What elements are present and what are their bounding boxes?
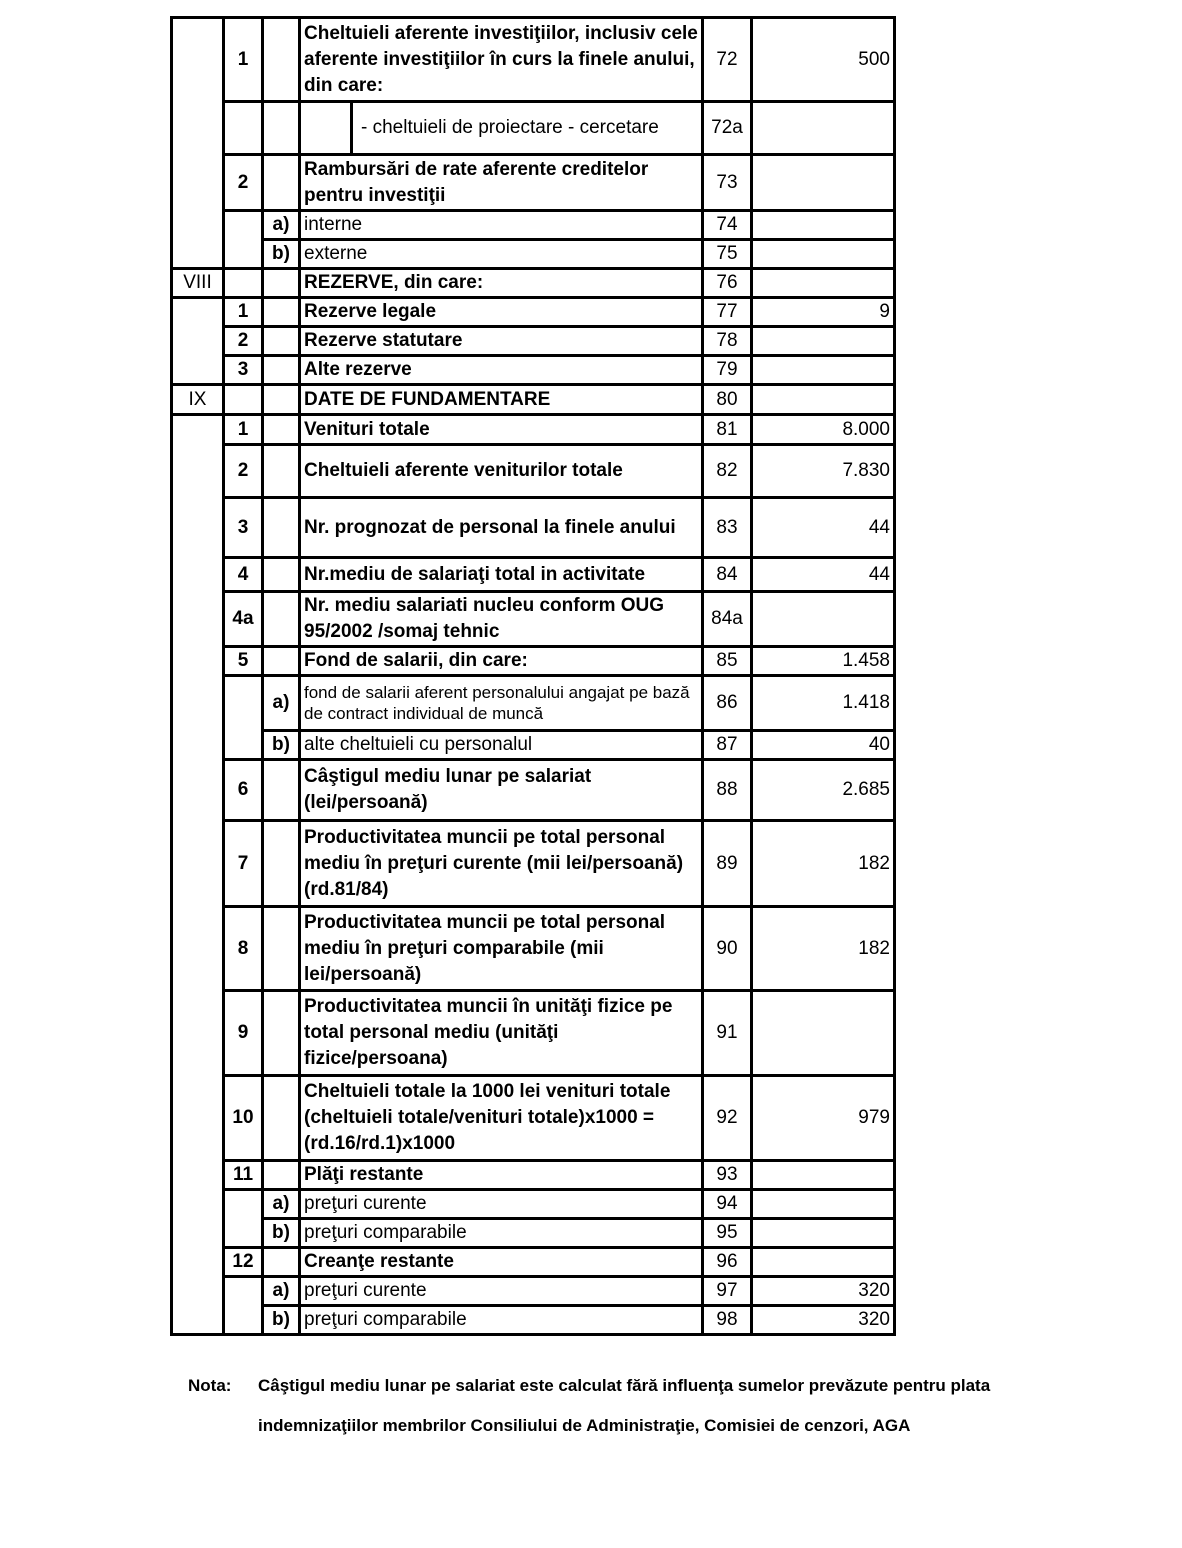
item-number-cell: 1 [224, 298, 263, 327]
description-cell: Nr. prognozat de personal la finele anului [300, 498, 703, 558]
item-number-cell: 4 [224, 558, 263, 592]
value-cell [752, 356, 895, 385]
sub-item-cell [263, 327, 300, 356]
row-code-cell: 79 [703, 356, 752, 385]
description-cell: REZERVE, din care: [300, 269, 703, 298]
sub-item-cell: b) [263, 240, 300, 269]
sub-item-cell [263, 445, 300, 498]
item-number-cell [224, 1190, 263, 1248]
table-row [172, 1277, 895, 1306]
description-cell: interne [300, 211, 703, 240]
sub-item-cell [263, 1161, 300, 1190]
row-code-cell: 83 [703, 498, 752, 558]
value-cell: 320 [752, 1306, 895, 1335]
table-row [172, 298, 895, 327]
sub-item-cell: b) [263, 731, 300, 760]
value-cell [752, 592, 895, 647]
sub-item-cell [263, 102, 300, 155]
item-number-cell: 2 [224, 155, 263, 211]
section-roman-cell: IX [172, 385, 224, 415]
item-number-cell: 11 [224, 1161, 263, 1190]
table-row [172, 907, 895, 991]
row-code-cell: 92 [703, 1076, 752, 1161]
description-text: - cheltuieli de proiectare - cercetare [361, 117, 659, 138]
description-cell: Venituri totale [300, 415, 703, 445]
section-roman-cell [172, 415, 224, 1335]
item-number-cell: 9 [224, 991, 263, 1076]
value-cell: 500 [752, 18, 895, 102]
note-line-2: indemnizaţiilor membrilor Consiliului de Administraţie, Comisiei de cenzori, AGA [258, 1416, 911, 1435]
table-row [172, 211, 895, 240]
note-line-1: Câştigul mediu lunar pe salariat este calculat fără influenţa sumelor prevăzute pentru plata [258, 1376, 991, 1395]
value-cell: 1.418 [752, 676, 895, 731]
value-cell [752, 327, 895, 356]
sub-item-cell [263, 415, 300, 445]
item-number-cell: 12 [224, 1248, 263, 1277]
table-row [172, 385, 895, 415]
table-row [172, 991, 895, 1076]
description-cell: preţuri curente [300, 1190, 703, 1219]
row-code-cell: 95 [703, 1219, 752, 1248]
row-code-cell: 72a [703, 102, 752, 155]
item-number-cell [224, 385, 263, 415]
table-row [172, 102, 895, 155]
value-cell: 7.830 [752, 445, 895, 498]
row-code-cell: 81 [703, 415, 752, 445]
row-code-cell: 86 [703, 676, 752, 731]
item-number-cell [224, 211, 263, 269]
description-cell: Cheltuieli aferente veniturilor totale [300, 445, 703, 498]
table-row [172, 240, 895, 269]
table-row [172, 647, 895, 676]
table-row [172, 155, 895, 211]
row-code-cell: 77 [703, 298, 752, 327]
table-row [172, 269, 895, 298]
value-cell: 8.000 [752, 415, 895, 445]
value-cell: 40 [752, 731, 895, 760]
description-cell: preţuri curente [300, 1277, 703, 1306]
row-code-cell: 85 [703, 647, 752, 676]
value-cell: 320 [752, 1277, 895, 1306]
sub-item-cell: b) [263, 1219, 300, 1248]
row-code-cell: 72 [703, 18, 752, 102]
row-code-cell: 73 [703, 155, 752, 211]
note-label: Nota: [188, 1376, 232, 1395]
table-row [172, 676, 895, 731]
sub-item-cell [263, 1076, 300, 1161]
row-code-cell: 97 [703, 1277, 752, 1306]
row-code-cell: 87 [703, 731, 752, 760]
sub-item-cell [263, 356, 300, 385]
value-cell: 2.685 [752, 760, 895, 821]
description-cell: Productivitatea muncii pe total personal mediu în preţuri curente (mii lei/persoană)(rd.81/84) [300, 821, 703, 907]
value-cell [752, 1219, 895, 1248]
description-cell: Nr. mediu salariati nucleu conform OUG 95/2002 /somaj tehnic [300, 592, 703, 647]
sub-item-cell: a) [263, 1190, 300, 1219]
sub-item-cell [263, 907, 300, 991]
table-row [172, 1190, 895, 1219]
description-cell: Rambursări de rate aferente creditelor pentru investiţii [300, 155, 703, 211]
sub-item-cell [263, 821, 300, 907]
item-number-cell [224, 676, 263, 760]
row-code-cell: 90 [703, 907, 752, 991]
row-code-cell: 98 [703, 1306, 752, 1335]
section-roman-cell: VIII [172, 269, 224, 298]
sub-item-cell [263, 385, 300, 415]
value-cell [752, 1161, 895, 1190]
sub-item-cell [263, 760, 300, 821]
sub-item-cell: a) [263, 1277, 300, 1306]
value-cell [752, 1190, 895, 1219]
value-cell: 9 [752, 298, 895, 327]
sub-item-cell [263, 991, 300, 1076]
description-cell [300, 102, 703, 155]
financial-table [170, 16, 896, 1336]
row-code-cell: 88 [703, 760, 752, 821]
description-cell: Productivitatea muncii în unităţi fizice pe total personal mediu (unităţi fizice/persoana) [300, 991, 703, 1076]
value-cell: 182 [752, 821, 895, 907]
sub-item-cell [263, 647, 300, 676]
row-code-cell: 91 [703, 991, 752, 1076]
row-code-cell: 74 [703, 211, 752, 240]
description-cell: alte cheltuieli cu personalul [300, 731, 703, 760]
table-row [172, 821, 895, 907]
sub-item-cell [263, 498, 300, 558]
row-code-cell: 93 [703, 1161, 752, 1190]
row-code-cell: 82 [703, 445, 752, 498]
description-cell: Câştigul mediu lunar pe salariat (lei/persoană) [300, 760, 703, 821]
table-row [172, 1248, 895, 1277]
item-number-cell: 2 [224, 327, 263, 356]
description-cell: Alte rezerve [300, 356, 703, 385]
row-code-cell: 84 [703, 558, 752, 592]
item-number-cell: 10 [224, 1076, 263, 1161]
table-row [172, 760, 895, 821]
description-cell: preţuri comparabile [300, 1219, 703, 1248]
row-code-cell: 96 [703, 1248, 752, 1277]
sub-item-cell [263, 155, 300, 211]
item-number-cell: 1 [224, 18, 263, 102]
value-cell [752, 211, 895, 240]
description-cell: DATE DE FUNDAMENTARE [300, 385, 703, 415]
description-cell: Creanţe restante [300, 1248, 703, 1277]
sub-item-cell [263, 1248, 300, 1277]
item-number-cell: 6 [224, 760, 263, 821]
value-cell: 182 [752, 907, 895, 991]
item-number-cell [224, 1277, 263, 1335]
item-number-cell [224, 102, 263, 155]
sub-item-cell [263, 269, 300, 298]
item-number-cell: 3 [224, 498, 263, 558]
value-cell: 979 [752, 1076, 895, 1161]
sub-item-cell: a) [263, 211, 300, 240]
value-cell [752, 1248, 895, 1277]
section-roman-cell [172, 298, 224, 385]
sub-item-cell: b) [263, 1306, 300, 1335]
table-row [172, 18, 895, 102]
table-row [172, 327, 895, 356]
value-cell: 44 [752, 498, 895, 558]
row-code-cell: 94 [703, 1190, 752, 1219]
table-row [172, 731, 895, 760]
table-row [172, 445, 895, 498]
value-cell: 1.458 [752, 647, 895, 676]
row-code-cell: 76 [703, 269, 752, 298]
value-cell [752, 155, 895, 211]
item-number-cell: 7 [224, 821, 263, 907]
item-number-cell: 2 [224, 445, 263, 498]
table-row [172, 415, 895, 445]
row-code-cell: 84a [703, 592, 752, 647]
sub-item-cell: a) [263, 676, 300, 731]
description-cell: Cheltuieli totale la 1000 lei venituri totale (cheltuieli totale/venituri totale)x1000 =(rd.16/rd.1)x1000 [300, 1076, 703, 1161]
description-cell: Plăţi restante [300, 1161, 703, 1190]
description-cell: fond de salarii aferent personalului angajat pe bază de contract individual de muncă [300, 676, 703, 731]
row-code-cell: 75 [703, 240, 752, 269]
table-row [172, 356, 895, 385]
description-cell: Productivitatea muncii pe total personal mediu în preţuri comparabile (mii lei/persoană) [300, 907, 703, 991]
description-cell: Rezerve statutare [300, 327, 703, 356]
value-cell [752, 269, 895, 298]
table-row [172, 592, 895, 647]
description-cell: preţuri comparabile [300, 1306, 703, 1335]
item-number-cell: 4a [224, 592, 263, 647]
value-cell [752, 102, 895, 155]
description-cell: Cheltuieli aferente investiţiilor, inclusiv cele aferente investiţiilor în curs la finele anului, din care: [300, 18, 703, 102]
description-cell: Nr.mediu de salariaţi total in activitate [300, 558, 703, 592]
section-roman-cell [172, 18, 224, 269]
row-code-cell: 89 [703, 821, 752, 907]
row-code-cell: 80 [703, 385, 752, 415]
sub-item-cell [263, 18, 300, 102]
value-cell: 44 [752, 558, 895, 592]
row-code-cell: 78 [703, 327, 752, 356]
description-cell: externe [300, 240, 703, 269]
table-row [172, 558, 895, 592]
sub-item-cell [263, 558, 300, 592]
item-number-cell [224, 269, 263, 298]
value-cell [752, 991, 895, 1076]
sub-item-cell [263, 298, 300, 327]
item-number-cell: 3 [224, 356, 263, 385]
value-cell [752, 240, 895, 269]
value-cell [752, 385, 895, 415]
item-number-cell: 8 [224, 907, 263, 991]
table-row [172, 1219, 895, 1248]
table-row [172, 1076, 895, 1161]
item-number-cell: 5 [224, 647, 263, 676]
description-cell: Fond de salarii, din care: [300, 647, 703, 676]
sub-item-cell [263, 592, 300, 647]
table-row [172, 1161, 895, 1190]
table-row [172, 1306, 895, 1335]
item-number-cell: 1 [224, 415, 263, 445]
table-row [172, 498, 895, 558]
description-cell: Rezerve legale [300, 298, 703, 327]
indent-cell [300, 103, 354, 153]
